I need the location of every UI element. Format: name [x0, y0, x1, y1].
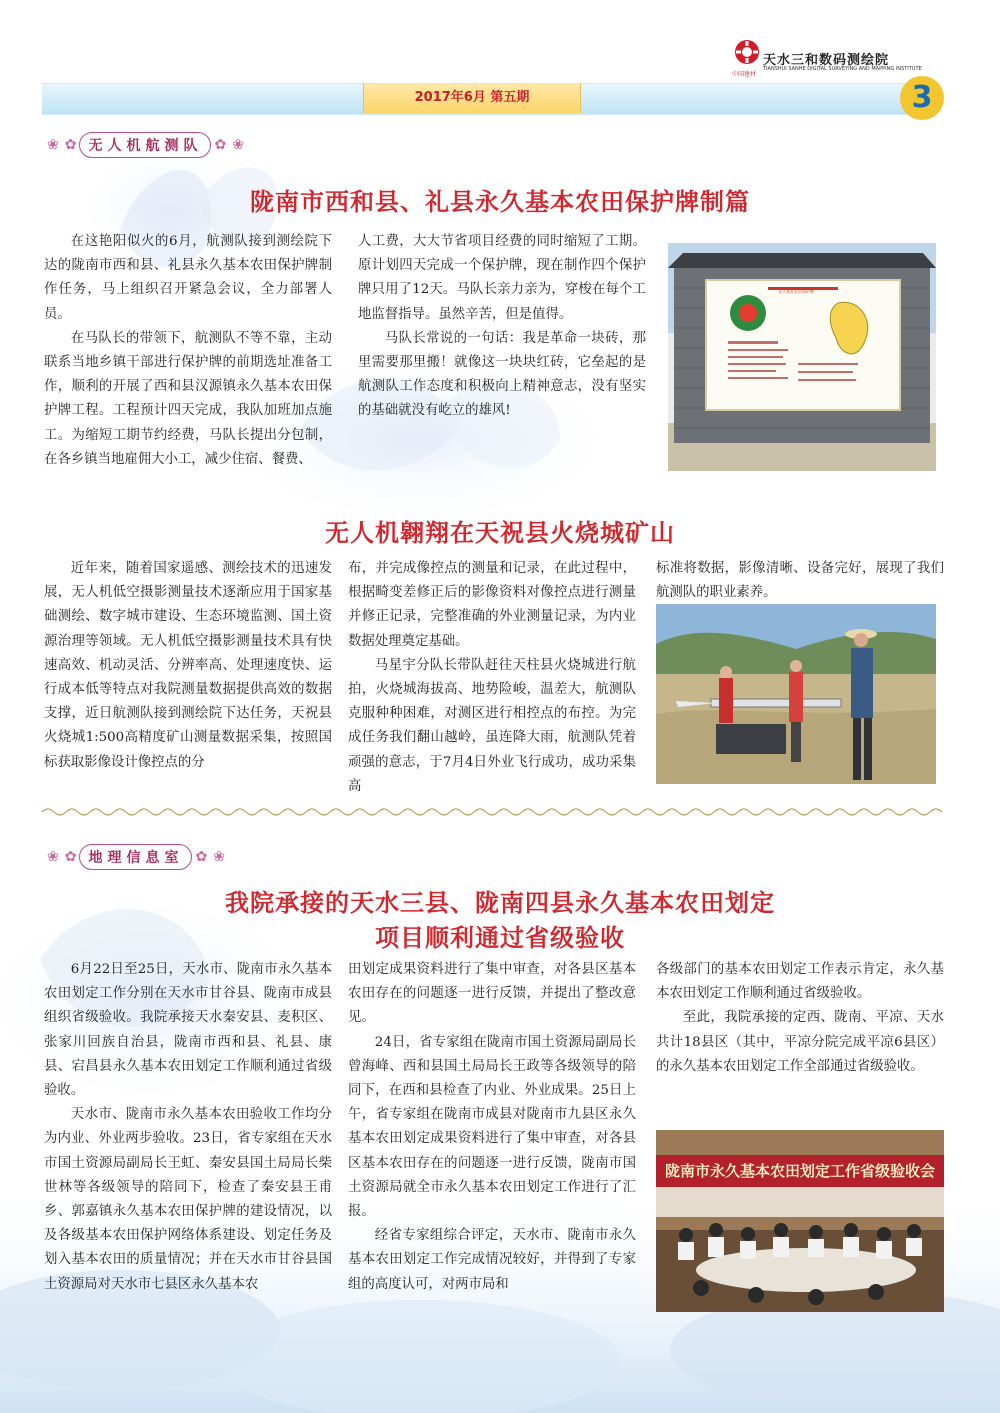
- section-tag-label: 无人机航测队: [79, 132, 211, 158]
- paragraph: 在马队长的带领下，航测队不等不靠，主动联系当地乡镇干部进行保护牌的前期选址准备工作，顺利的开展了西和县汉源镇永久基本农田保护牌工程。工程预计四天完成，我队加班加点施工。为缩短工期节约经费，马队长提出分包制，在各乡镇当地雇佣大小工，减少住宿、餐费、: [44, 330, 332, 467]
- paragraph: 至此，我院承接的定西、陇南、平凉、天水共计18县区（其中，平凉分院完成平凉6县区）的永久基本农田划定工作全部通过省级验收。: [656, 1010, 944, 1074]
- flower-ornament-icon: ❀: [213, 849, 225, 865]
- article-column: [656, 557, 944, 605]
- section-tag-drone: [44, 130, 247, 160]
- paragraph: 6月22日至25日，天水市、陇南市永久基本农田划定工作分别在天水市甘谷县、陇南市成县组织省级验收。我院承接天水秦安县、麦积区、张家川回族自治县，陇南市西和县、礼县、康县、宕昌县永久基本农田划定工作顺利通过省级验收。: [44, 962, 332, 1099]
- paragraph: 经省专家组综合评定，天水市、陇南市永久基本农田划定工作完成情况较好，并得到了专家组的高度认可，对两市局和: [348, 1228, 636, 1292]
- org-name-en: TIANSHUI SANHE DIGITAL SURVEYING AND MAPPING INSTITUTE: [763, 66, 922, 72]
- drone-team-photo: [656, 604, 936, 784]
- article-column: [44, 958, 332, 1297]
- meeting-photo: [656, 1130, 944, 1312]
- paragraph: 近年来，随着国家遥感、测绘技术的迅速发展，无人机低空摄影测量技术逐渐应用于国家基础测绘、数字城市建设、生态环境监测、国土资源治理等领域。无人机低空摄影测量技术具有快速高效、机动灵活、分辨率高、处理速度快、运行成本低等特点对我院测量数据提供高效的数据支撑，近日航测队接到测绘院下达任务，天祝县火烧城1:500高精度矿山测量数据采集，按照国标获取影像设计像控点的分: [44, 561, 332, 770]
- flower-ornament-icon: ❀: [47, 137, 59, 153]
- section-divider: [42, 806, 944, 818]
- protection-board-photo: [668, 243, 936, 471]
- issue-date: 2017年6月 第五期: [363, 83, 581, 113]
- meeting-banner-text: 陇南市永久基本农田划定工作省级验收会: [664, 1162, 935, 1180]
- article-column: [348, 557, 636, 799]
- page-number: 3: [900, 76, 944, 120]
- parent-brand: 中国建材: [732, 71, 757, 78]
- paragraph: 标准将数据，影像清晰、设备完好，展现了我们航测队的职业素养。: [656, 561, 944, 601]
- flower-ornament-icon: ✿: [214, 137, 227, 153]
- paragraph: 田划定成果资料进行了集中审查，对各县区基本农田存在的问题逐一进行反馈，并提出了整改意见。: [348, 962, 636, 1026]
- board-caption: 永久基本农田保护牌: [778, 289, 814, 294]
- org-name: 天水三和数码测绘院: [763, 53, 890, 68]
- institute-logo-icon: [733, 38, 761, 68]
- paragraph: 马星宇分队长带队赶往天柱县火烧城进行航拍，火烧城海拔高、地势险峻，温差大，航测队克服种种困难，对测区进行相控点的布控。为完成任务我们翻山越岭，虽连降大雨，航测队凭着顽强的意志，于7月4日外业飞行成功，成功采集高: [348, 657, 636, 794]
- article-column: [358, 230, 646, 424]
- flower-ornament-icon: ❀: [47, 849, 59, 865]
- flower-ornament-icon: ✿: [195, 849, 208, 865]
- article-column: [44, 230, 332, 472]
- paragraph: 天水市、陇南市永久基本农田验收工作均分为内业、外业两步验收。23日，省专家组在天水市国土资源局副局长王虹、秦安县国土局局长柴世林等各级领导的陪同下，检查了秦安县王甫乡、郭嘉镇永久基本农田保护牌的建设情况，以及各级基本农田保护网络体系建设、划定任务及划入基本农田的质量情况；并在天水市甘谷县国土资源局对天水市七县区永久基本农: [44, 1107, 332, 1292]
- paragraph: 在这艳阳似火的6月，航测队接到测绘院下达的陇南市西和县、礼县永久基本农田保护牌制作任务，马上组织召开紧急会议，全力部署人员。: [44, 234, 332, 322]
- article-title-line1: 我院承接的天水三县、陇南四县永久基本农田划定: [225, 889, 775, 917]
- flower-ornament-icon: ❀: [232, 137, 244, 153]
- paragraph: 24日，省专家组在陇南市国土资源局副局长曾海峰、西和县国土局局长王政等各级领导的陪同下，在西和县检查了内业、外业成果。25日上午，省专家组在陇南市成县对陇南市九县区永久基本农田划定成果资料进行了集中审查，对各县区基本农田存在的问题逐一进行反馈，陇南市国土资源局就全市永久基本农田划定工作进行了汇报。: [348, 1034, 636, 1220]
- paragraph: 各级部门的基本农田划定工作表示肯定，永久基本农田划定工作顺利通过省级验收。: [656, 962, 944, 1002]
- article-title: 陇南市西和县、礼县永久基本农田保护牌制篇: [250, 188, 750, 216]
- paragraph: 人工费，大大节省项目经费的同时缩短了工期。原计划四天完成一个保护牌，现在制作四个保护牌只用了12天。马队长亲力亲为，穿梭在每个工地监督指导。虽然辛苦，但是值得。: [358, 234, 646, 322]
- section-tag-label: 地理信息室: [79, 844, 192, 870]
- paragraph: 马队长常说的一句话：我是革命一块砖，那里需要那里搬！就像这一块块红砖，它垒起的是航测队工作态度和积极向上精神意志，没有坚实的基础就没有屹立的雄风!: [358, 330, 646, 419]
- article-column: [656, 958, 944, 1079]
- article-title-line2: 项目顺利通过省级验收: [375, 924, 625, 952]
- flower-ornament-icon: ✿: [64, 137, 77, 153]
- section-tag-gis: [44, 842, 228, 872]
- article-title: 无人机翱翔在天祝县火烧城矿山: [325, 519, 675, 547]
- flower-ornament-icon: ✿: [64, 849, 77, 865]
- article-column: [348, 958, 636, 1297]
- article-column: [44, 557, 332, 775]
- paragraph: 布，并完成像控点的测量和记录，在此过程中，根据畸变差修正后的影像资料对像控点进行测量并修正记录，完整准确的外业测量记录，为内业数据处理奠定基础。: [348, 561, 636, 649]
